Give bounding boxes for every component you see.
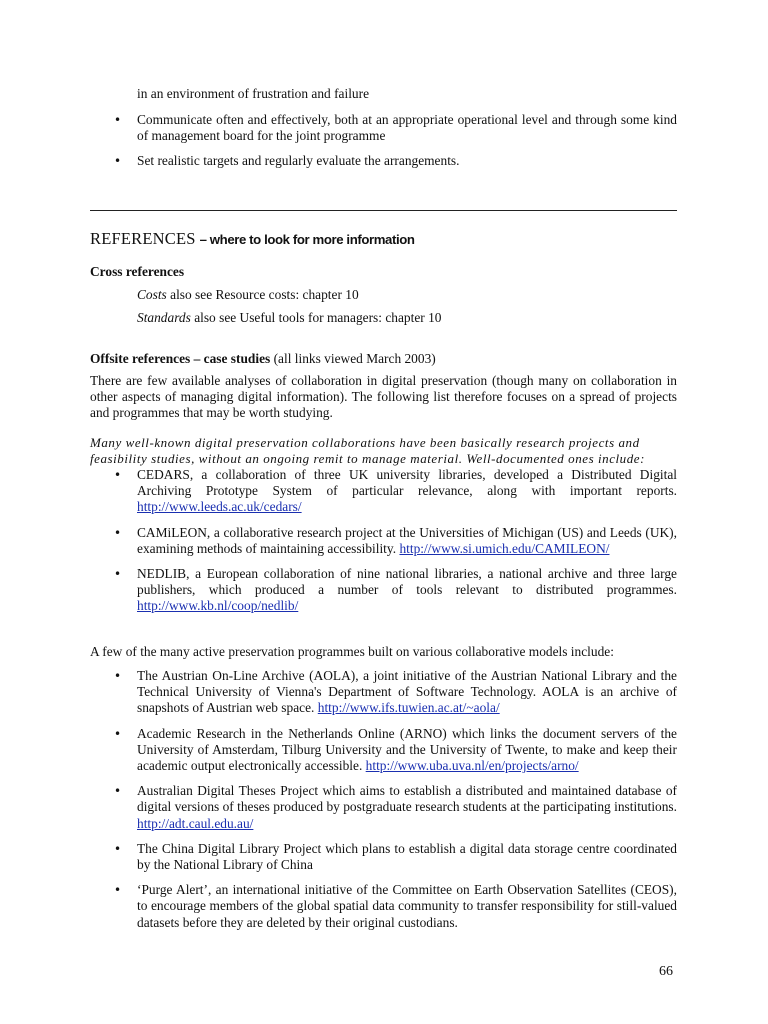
- cross-reference-term: Costs: [137, 287, 167, 302]
- reference-link[interactable]: http://adt.caul.edu.au/: [137, 815, 254, 831]
- reference-link[interactable]: http://www.si.umich.edu/CAMILEON/: [399, 540, 610, 556]
- page-number: 66: [659, 964, 673, 979]
- list-item: • CEDARS, a collaboration of three UK university libraries, developed a Distributed Digital Archiving Prototype System of particular relevance, along with important reports. http://www.leeds.ac.uk/cedars/: [90, 467, 677, 516]
- list-item: • CAMiLEON, a collaborative research project at the Universities of Michigan (US) and Leeds (UK), examining methods of maintaining accessibility. http://www.si.umich.edu/CAMILEON/: [90, 525, 677, 557]
- top-bullet-list: [90, 112, 677, 170]
- list-item: • Australian Digital Theses Project which aims to establish a distributed and maintained database of digital versions of theses produced by postgraduate research students at the participating institutions. http://adt.caul.edu.au/: [90, 783, 677, 832]
- reference-link[interactable]: http://www.leeds.ac.uk/cedars/: [137, 499, 302, 515]
- cross-reference-text: also see Useful tools for managers: chapter 10: [194, 310, 442, 325]
- offsite-note: (all links viewed March 2003): [273, 351, 436, 366]
- offsite-title: Offsite references – case studies: [90, 351, 271, 366]
- references-heading: [90, 229, 680, 249]
- research-projects-list: [90, 467, 677, 615]
- list-item: • Academic Research in the Netherlands Online (ARNO) which links the document servers of the University of Amsterdam, Tilburg University and the University of Twente, to make and keep their academic output electronically accessible. http://www.uba.uva.nl/en/projects/arno/: [90, 726, 677, 775]
- programmes-intro: A few of the many active preservation programmes built on various collaborative models include:: [90, 644, 614, 659]
- list-item: • The Austrian On-Line Archive (AOLA), a joint initiative of the Austrian National Library and the Technical University of Vienna's Department of Software Technology. AOLA is an archive of snapshots of Austrian web space. http://www.ifs.tuwien.ac.at/~aola/: [90, 668, 677, 717]
- list-item: • ‘Purge Alert’, an international initiative of the Committee on Earth Observation Satellites (CEOS), to encourage members of the global spatial data community to transfer responsibility for still-valued datasets before they are deleted by their original custodians.: [90, 882, 677, 931]
- offsite-intro-paragraph: There are few available analyses of collaboration in digital preservation (though many on collaboration in other aspects of managing digital information). The following list therefore focuses on a spread of projects and programmes that may be worth studying.: [90, 373, 677, 421]
- cross-reference-text: also see Resource costs: chapter 10: [170, 287, 359, 302]
- programmes-list: [90, 668, 677, 931]
- reference-link[interactable]: http://www.uba.uva.nl/en/projects/arno/: [365, 758, 579, 774]
- continued-bullet-text: in an environment of frustration and failure: [137, 86, 370, 101]
- cross-reference-row: [137, 310, 441, 326]
- section-divider: [90, 210, 677, 211]
- list-item: • The China Digital Library Project which plans to establish a digital data storage centre coordinated by the National Library of China: [90, 841, 677, 873]
- cross-reference-row: [137, 287, 359, 303]
- reference-link[interactable]: http://www.ifs.tuwien.ac.at/~aola/: [317, 700, 500, 716]
- callout-text: Many well-known digital preservation collaborations have been basically research projects and feasibility studies, without an ongoing remit to manage material. Well-documented ones include:: [90, 435, 645, 466]
- list-item: • Set realistic targets and regularly evaluate the arrangements.: [90, 153, 677, 169]
- page-subtitle: – where to look for more information: [199, 232, 415, 247]
- offsite-references-title: [90, 351, 436, 367]
- cross-references-title: Cross references: [90, 264, 185, 279]
- reference-link[interactable]: http://www.kb.nl/coop/nedlib/: [137, 598, 299, 614]
- list-item: • NEDLIB, a European collaboration of nine national libraries, a national archive and three large publishers, which produced a number of tools relevant to distributed programmes. http://www.kb.nl/coop/nedlib/: [90, 566, 677, 615]
- list-item: • Communicate often and effectively, both at an appropriate operational level and through some kind of management board for the joint programme: [90, 112, 677, 144]
- cross-reference-term: Standards: [137, 310, 191, 325]
- page-title: REFERENCES: [90, 229, 196, 248]
